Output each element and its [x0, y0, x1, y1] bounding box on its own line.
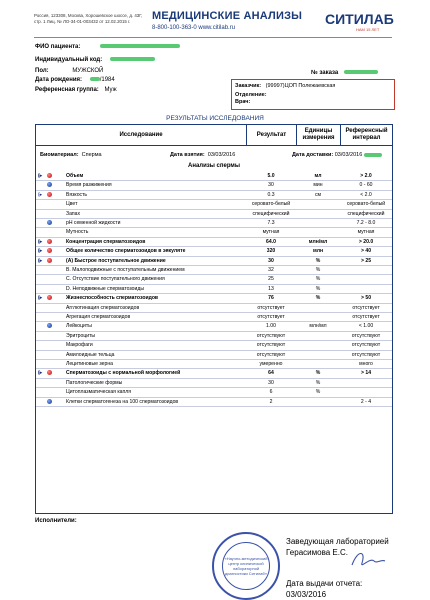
- col-ref: Референсный интервал: [340, 125, 392, 145]
- test-name: Жизнеспособность сперматозоидов: [66, 295, 159, 302]
- results-title: РЕЗУЛЬТАТЫ ИССЛЕДОВАНИЯ: [166, 115, 264, 122]
- table-row: [36, 257, 392, 266]
- test-name: B. Малоподвижные с поступательным движением: [66, 267, 185, 273]
- result-value: 13: [268, 285, 274, 292]
- patient-fio: ФИО пациента:: [35, 44, 180, 50]
- col-result: Результат: [246, 125, 296, 145]
- table-row: [36, 191, 392, 200]
- result-value: 2: [269, 398, 273, 405]
- ref-interval: 7.2 - 8.0: [356, 220, 376, 226]
- table-row: [36, 285, 392, 294]
- red-status-dot-icon: [47, 173, 52, 178]
- ref-interval: отсутствуют: [351, 342, 381, 349]
- result-value: 30: [268, 182, 274, 189]
- result-value: 64.0: [266, 238, 276, 245]
- blue-status-dot-icon: [47, 182, 52, 187]
- table-row: [36, 332, 392, 341]
- result-value: отсутствует: [257, 304, 285, 311]
- header-divider: [34, 37, 392, 38]
- test-name: Макрофаги: [66, 342, 93, 349]
- lab-stamp: [212, 532, 280, 600]
- chart-arrow-icon: (▸: [38, 248, 43, 255]
- chart-arrow-icon: (▸: [38, 191, 43, 198]
- test-name: Запах: [66, 210, 81, 217]
- table-row: [36, 322, 392, 331]
- date-taken: Дата взятия: 03/03/2016: [170, 152, 236, 158]
- date-delivered: Дата доставки: 03/03/2016: [292, 152, 382, 158]
- result-value: отсутствуют: [256, 351, 286, 358]
- ref-interval: специфический: [347, 210, 385, 217]
- result-value: 64: [268, 370, 274, 377]
- result-value: 1.00: [266, 323, 276, 330]
- ref-interval: > 40: [360, 248, 372, 255]
- table-row: [36, 341, 392, 350]
- unit-cell: %: [315, 267, 321, 273]
- red-status-dot-icon: [47, 248, 52, 253]
- stamp-text: «Научно-методический центр клинической лабораторной диагностики Ситилаб»: [222, 542, 270, 590]
- test-name: Объем: [66, 173, 84, 179]
- table-row: [36, 266, 392, 275]
- result-value: специфический: [252, 210, 290, 217]
- result-value: отсутствуют: [256, 342, 286, 349]
- test-name: Цвет: [66, 201, 78, 208]
- result-value: 25: [268, 276, 274, 283]
- patient-code: Индивидуальный код:: [35, 57, 155, 63]
- ref-interval: > 2.0: [360, 173, 372, 179]
- issue-date: Дата выдачи отчета: 03/03/2016: [286, 579, 363, 599]
- result-value: 7.3: [267, 220, 275, 226]
- table-row: [36, 247, 392, 256]
- result-value: 320: [266, 248, 276, 255]
- test-name: Агглютинация сперматозоидов: [66, 304, 140, 311]
- unit-cell: млн/мл: [308, 238, 328, 245]
- result-value: отсутствуют: [256, 332, 286, 339]
- result-value: 5.0: [267, 173, 275, 179]
- blue-status-dot-icon: [47, 220, 52, 225]
- table-row: [36, 398, 392, 407]
- table-row: [36, 294, 392, 303]
- test-name: (A) Быстрое поступательное движение: [66, 257, 166, 264]
- patient-dob: Дата рождения: /1984: [35, 77, 115, 83]
- ref-interval: отсутствует: [352, 304, 380, 311]
- red-status-dot-icon: [47, 239, 52, 244]
- table-row: [36, 172, 392, 181]
- table-row: [36, 181, 392, 190]
- chart-arrow-icon: (▸: [38, 295, 43, 302]
- head-of-lab: Заведующая лабораторией Герасимова Е.С.: [286, 537, 389, 557]
- test-name: Сперматозоиды с нормальной морфологией: [66, 370, 181, 377]
- result-value: 0.3: [267, 191, 275, 198]
- executors-label: Исполнители:: [35, 518, 77, 524]
- result-value: умеренно: [259, 361, 283, 367]
- table-row: [36, 388, 392, 397]
- test-name: Агрегация сперматозоидов: [66, 314, 131, 320]
- result-value: мутная: [262, 229, 280, 236]
- table-row: [36, 351, 392, 360]
- test-name: Патологические формы: [66, 379, 123, 386]
- logo-subtitle: НАМ 15 ЛЕТ: [356, 27, 380, 32]
- ref-interval: отсутствует: [352, 314, 380, 320]
- table-row: [36, 228, 392, 237]
- result-value: 6: [269, 389, 273, 396]
- result-value: серовато-белый: [251, 201, 291, 208]
- test-name: Вязкость: [66, 191, 88, 198]
- table-row: [36, 275, 392, 284]
- table-row: [36, 304, 392, 313]
- blue-status-dot-icon: [47, 399, 52, 404]
- ref-interval: > 20.0: [358, 238, 374, 245]
- test-name: pH семенной жидкости: [66, 220, 121, 226]
- unit-cell: %: [315, 257, 321, 264]
- test-name: Клетки сперматогенеза на 100 сперматозоидов: [66, 398, 179, 405]
- test-name: C. Отсутствие поступательного движения: [66, 276, 165, 283]
- ref-interval: > 50: [360, 295, 372, 302]
- table-row: [36, 210, 392, 219]
- header-title: МЕДИЦИНСКИЕ АНАЛИЗЫ: [152, 10, 303, 22]
- ref-interval: много: [359, 361, 373, 367]
- results-table: [35, 124, 393, 514]
- ref-interval: отсутствуют: [351, 351, 381, 358]
- ref-interval: < 1.00: [358, 323, 374, 330]
- test-name: Концентрация сперматозоидов: [66, 238, 146, 245]
- col-units: Единицы измерения: [296, 125, 340, 145]
- table-row: [36, 219, 392, 228]
- section-title: Анализы спермы: [187, 163, 240, 169]
- unit-cell: %: [315, 285, 321, 292]
- result-value: 30: [268, 379, 274, 386]
- result-value: отсутствует: [257, 314, 285, 320]
- unit-cell: %: [315, 276, 321, 283]
- unit-cell: мл: [314, 173, 322, 179]
- order-info-box: Заказчик: (99997)ЦОП Полежаевская Отделение: Врач:: [231, 79, 395, 110]
- table-header: [36, 125, 392, 146]
- citilab-logo: СИТИЛАБ: [325, 11, 394, 27]
- chart-arrow-icon: (▸: [38, 370, 43, 377]
- table-row: [36, 313, 392, 322]
- unit-cell: мин: [313, 182, 323, 189]
- ref-interval: отсутствуют: [351, 332, 381, 339]
- redaction-mark: [100, 44, 180, 48]
- red-status-dot-icon: [47, 370, 52, 375]
- header-phone: 8-800-100-363-0 www.citilab.ru: [152, 25, 236, 31]
- patient-ref-group: Референсная группа: Муж: [35, 87, 117, 93]
- ref-interval: 2 - 4: [360, 398, 372, 405]
- red-status-dot-icon: [47, 295, 52, 300]
- red-status-dot-icon: [47, 192, 52, 197]
- unit-cell: млн/мл: [309, 323, 327, 330]
- unit-cell: см: [314, 191, 322, 198]
- result-value: 76: [268, 295, 274, 302]
- test-name: Лецитиновые зерна: [66, 361, 113, 367]
- test-name: Цитоплазматическая капля: [66, 389, 132, 396]
- lab-address: Россия, 123308, Москва, Хорошевское шоссе, д. 43Г, стр. 1 Лиц. № ЛО-34-01-003432 от 12.02.2015 г.: [34, 13, 143, 24]
- biomaterial: Биоматериал: Сперма: [40, 152, 102, 158]
- result-value: 30: [268, 257, 274, 264]
- result-value: 32: [268, 267, 274, 273]
- redaction-mark: [364, 153, 382, 157]
- ref-interval: > 25: [360, 257, 372, 264]
- test-name: D. Неподвижные сперматозоиды: [66, 285, 144, 292]
- redaction-mark: [90, 77, 100, 81]
- chart-arrow-icon: (▸: [38, 173, 43, 179]
- chart-arrow-icon: (▸: [38, 257, 43, 264]
- ref-interval: серовато-белый: [346, 201, 386, 208]
- test-name: Мутность: [66, 229, 89, 236]
- table-row: [36, 360, 392, 369]
- unit-cell: млн: [312, 248, 324, 255]
- col-study: Исследование: [119, 131, 163, 138]
- table-row: [36, 238, 392, 247]
- ref-interval: мутная: [357, 229, 375, 236]
- table-row: [36, 379, 392, 388]
- table-row: [36, 200, 392, 209]
- test-name: Общее количество сперматозоидов в эякуляте: [66, 248, 186, 255]
- unit-cell: %: [315, 370, 321, 377]
- unit-cell: %: [315, 295, 321, 302]
- test-name: Амилоидные тельца: [66, 351, 115, 358]
- blue-status-dot-icon: [47, 323, 52, 328]
- unit-cell: %: [315, 389, 321, 396]
- unit-cell: %: [315, 379, 321, 386]
- test-name: Время разжижения: [66, 182, 112, 189]
- test-name: Лейкоциты: [66, 323, 92, 330]
- red-status-dot-icon: [47, 258, 52, 263]
- ref-interval: < 2.0: [360, 191, 372, 198]
- order-number: № заказа: [311, 70, 378, 76]
- redaction-mark: [344, 70, 378, 74]
- ref-interval: > 14: [360, 370, 372, 377]
- ref-interval: 0 - 60: [359, 182, 373, 189]
- chart-arrow-icon: (▸: [38, 238, 43, 245]
- redaction-mark: [110, 57, 155, 61]
- patient-sex: Пол: МУЖСКОЙ: [35, 68, 104, 74]
- test-name: Эритроциты: [66, 332, 96, 339]
- table-row: [36, 369, 392, 378]
